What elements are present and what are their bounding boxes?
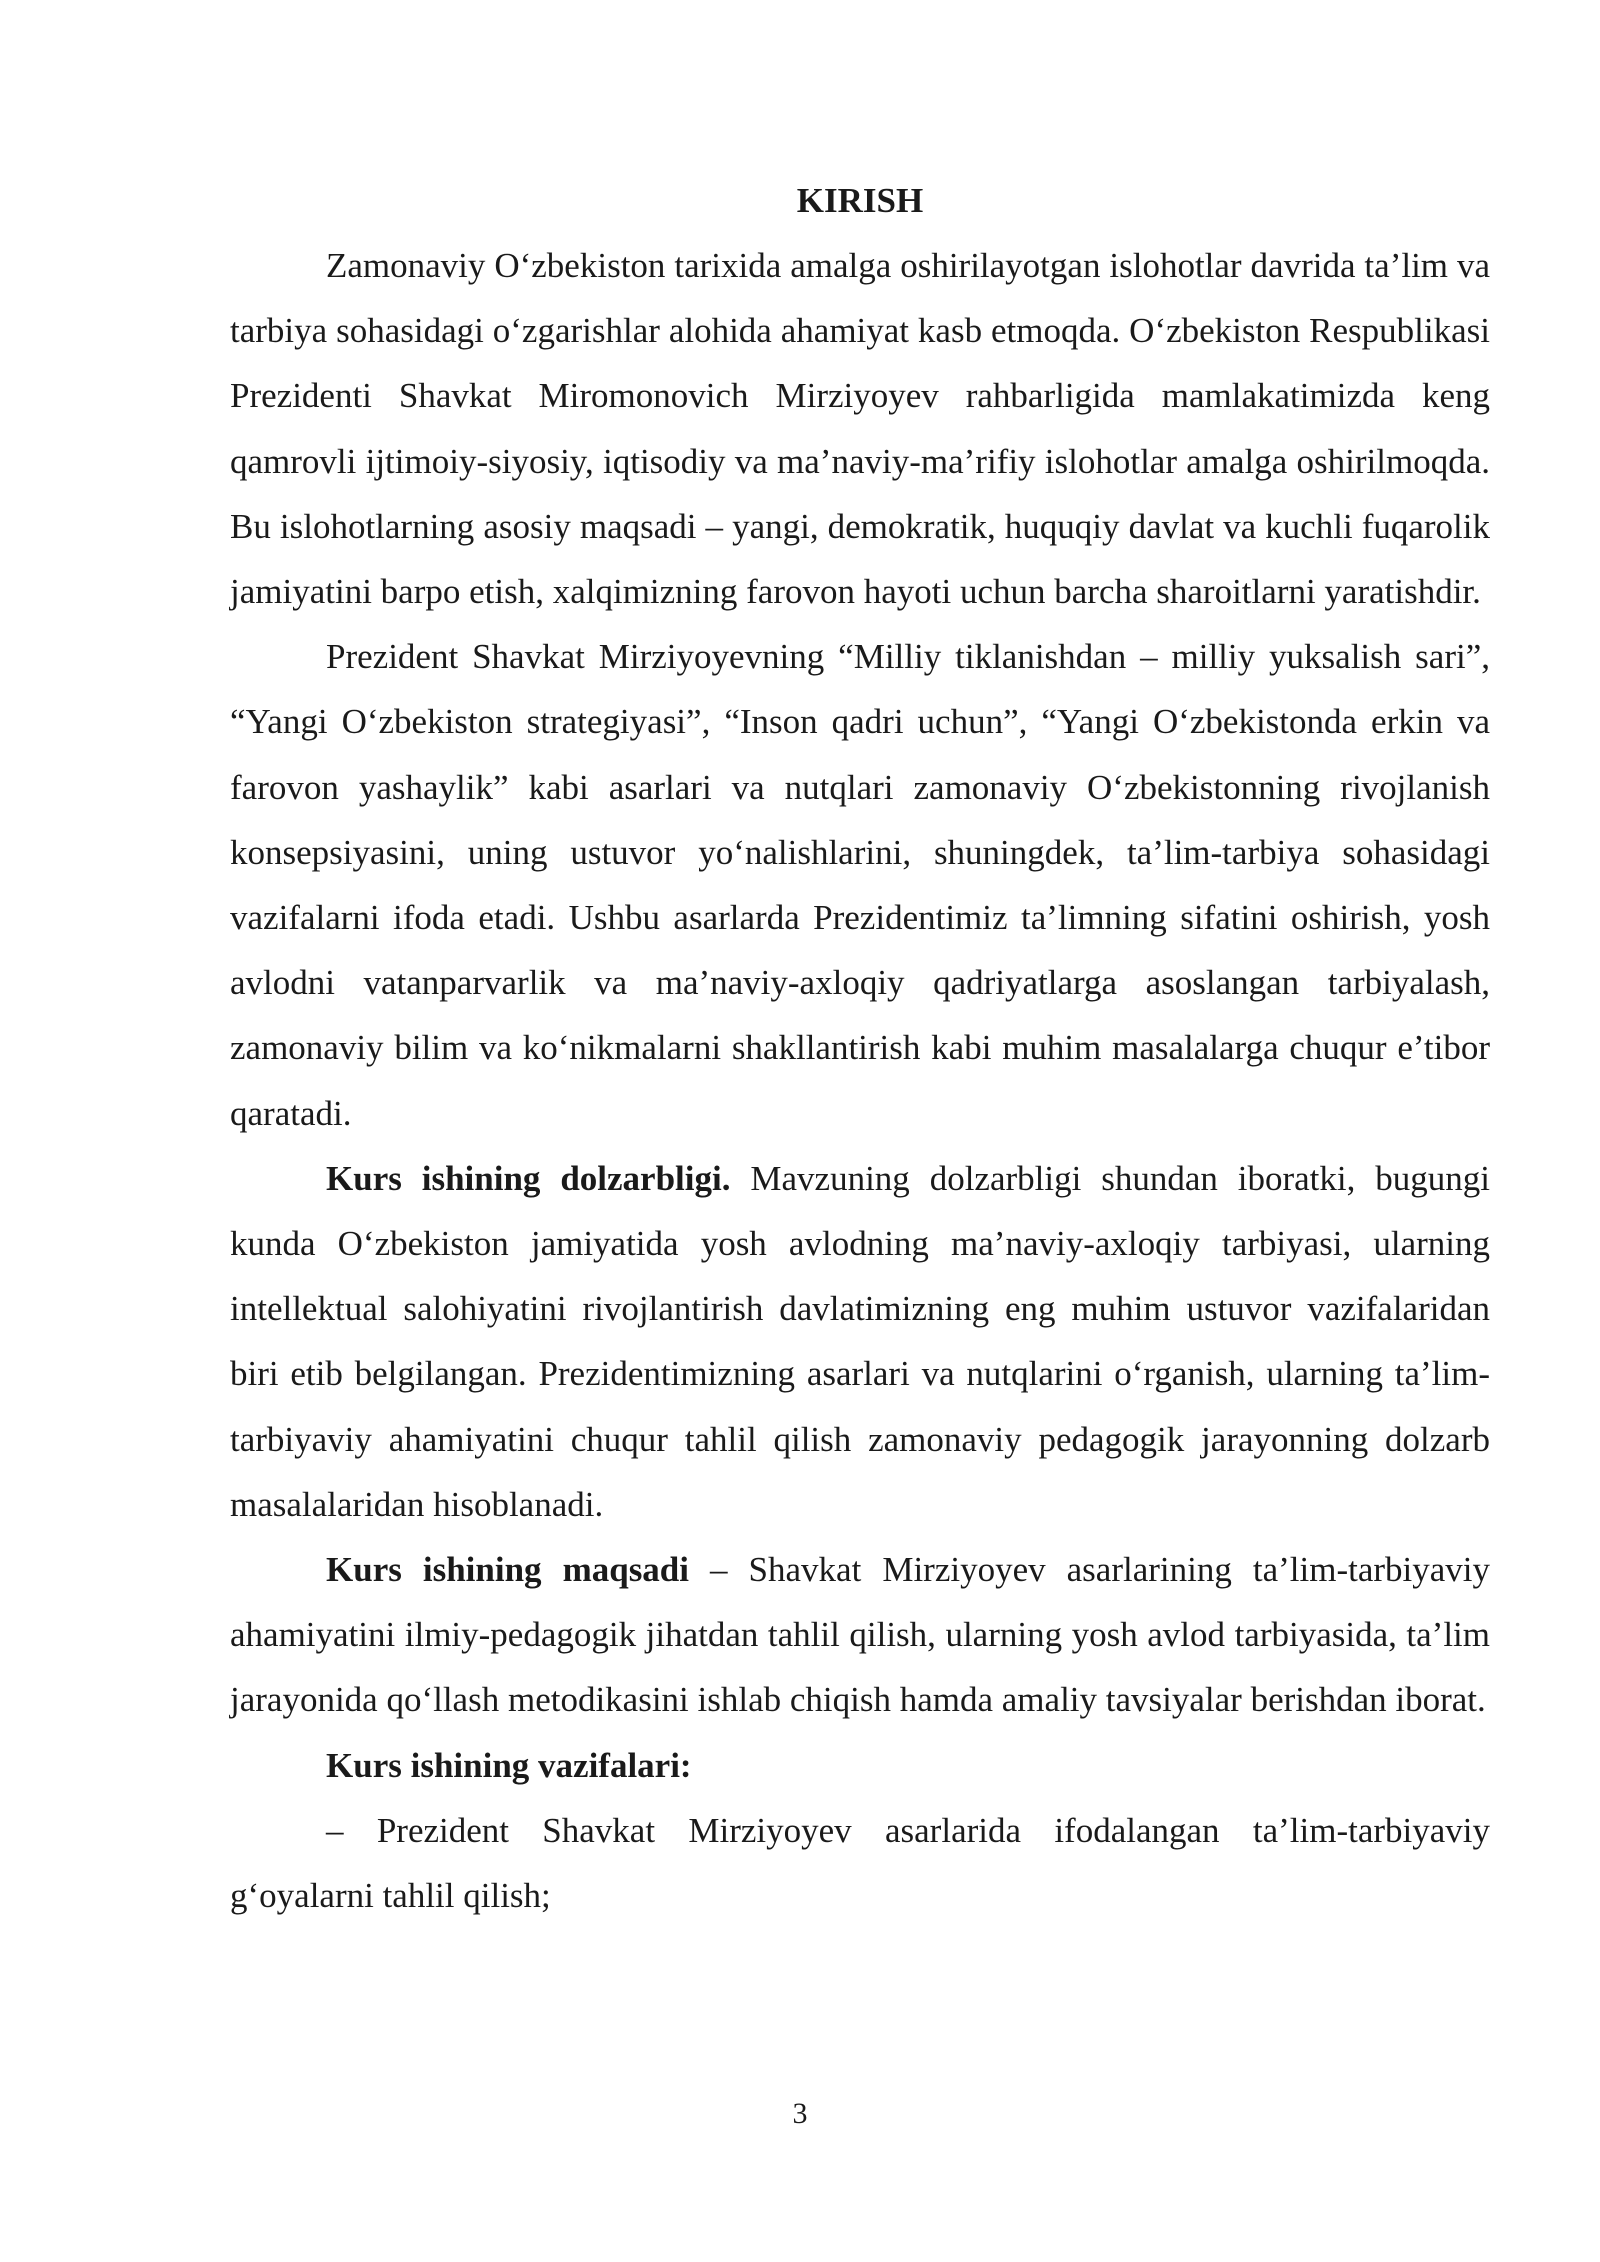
- paragraph-text: – Shavkat Mirziyoyev asarlarining ta’lim-tarbiyaviy ahamiyatini ilmiy-pedagogik jihatdan tahlil qilish, ularning yosh avlod tarbiyasida, ta’lim jarayonida qo‘llash metodikasini ishlab chiqish hamda amaliy tavsiyalar berishdan iborat.: [230, 1550, 1491, 1720]
- paragraph-president-works: [230, 624, 1490, 1146]
- goal-lead: Kurs ishining maqsadi: [326, 1550, 690, 1590]
- page-number: 3: [792, 2097, 808, 2130]
- paragraph-task-item: [230, 1798, 1490, 1928]
- paragraph-text: Mavzuning dolzarbligi shundan iboratki, bugungi kunda O‘zbekiston jamiyatida yosh avlodning ma’naviy-axloqiy tarbiyasi, ularning intellektual salohiyatini rivojlantirish davlatimizning eng muhim ustuvor vazifalaridan biri etib belgilangan. Prezidentimizning asarlari va nutqlarini o‘rganish, ularning ta’lim-tarbiyaviy ahamiyatini chuqur tahlil qilish zamonaviy pedagogik jarayonning dolzarb masalalaridan hisoblanadi.: [230, 1158, 1490, 1524]
- document-page: [230, 168, 1490, 1928]
- relevance-lead: Kurs ishining dolzarbligi.: [326, 1158, 731, 1198]
- paragraph-text: Prezident Shavkat Mirziyoyevning “Milliy tiklanishdan – milliy yuksalish sari”, “Yangi O‘zbekiston strategiyasi”, “Inson qadri uchun”, “Yangi O‘zbekistonda erkin va farovon yashaylik” kabi asarlari va nutqlari zamonaviy O‘zbekistonning rivojlanish konsepsiyasini, uning ustuvor yo‘nalishlarini, shuningdek, ta’lim-tarbiya sohasidagi vazifalarni ifoda etadi. Ushbu asarlarda Prezidentimiz ta’limning sifatini oshirish, yosh avlodni vatanparvarlik va ma’naviy-axloqiy qadriyatlarga asoslangan tarbiyalash, zamonaviy bilim va ko‘nikmalarni shakllantirish kabi muhim masalalarga chuqur e’tibor qaratadi.: [230, 637, 1490, 1133]
- paragraph-goal: [230, 1537, 1490, 1733]
- section-heading: KIRISH: [796, 181, 924, 220]
- paragraph-tasks-heading: [230, 1733, 1490, 1798]
- paragraph-relevance: [230, 1146, 1490, 1537]
- paragraph-introduction: [230, 233, 1490, 624]
- tasks-lead: Kurs ishining vazifalari:: [326, 1745, 692, 1785]
- paragraph-text: Zamonaviy O‘zbekiston tarixida amalga oshirilayotgan islohotlar davrida ta’lim va tarbiya sohasidagi o‘zgarishlar alohida ahamiyat kasb etmoqda. O‘zbekiston Respublikasi Prezidenti Shavkat Miromonovich Mirziyoyev rahbarligida mamlakatimizda keng qamrovli ijtimoiy-siyosiy, iqtisodiy va ma’naviy-ma’rifiy islohotlar amalga oshirilmoqda. Bu islohotlarning asosiy maqsadi – yangi, demokratik, huquqiy davlat va kuchli fuqarolik jamiyatini barpo etish, xalqimizning farovon hayoti uchun barcha sharoitlarni yaratishdir.: [230, 246, 1490, 612]
- paragraph-text: – Prezident Shavkat Mirziyoyev asarlarida ifodalangan ta’lim-tarbiyaviy g‘oyalarni tahlil qilish;: [230, 1810, 1490, 1916]
